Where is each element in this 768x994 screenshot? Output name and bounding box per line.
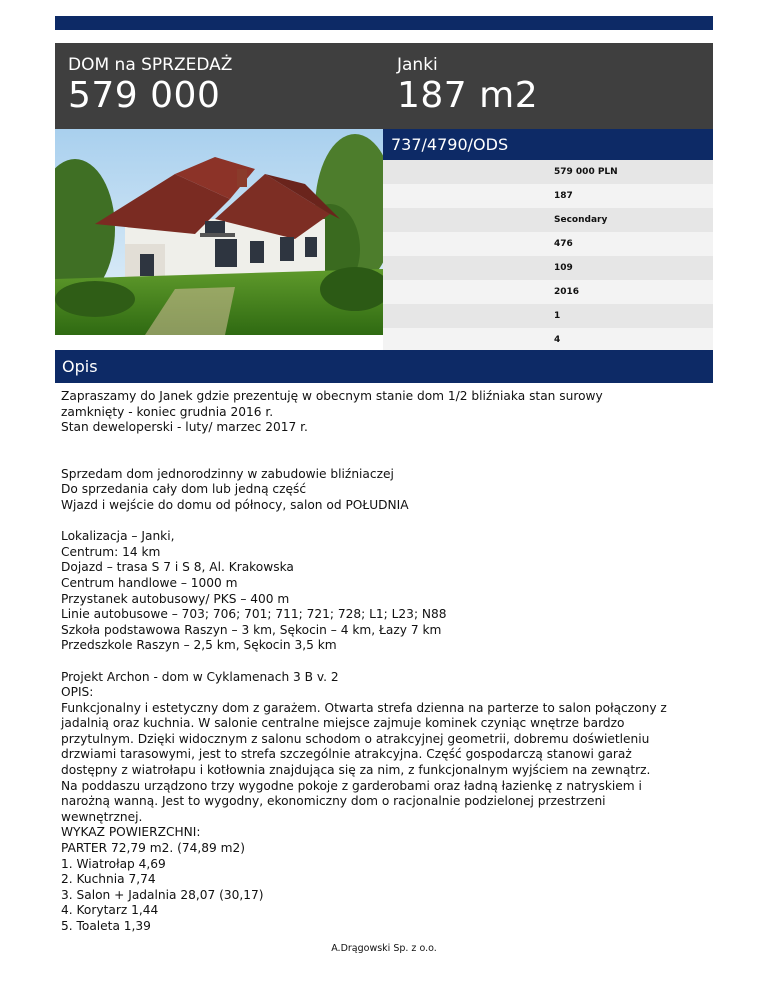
desc-line: drzwiami tarasowymi, jest to strefa szczególnie atrakcyjna. Część gospodarczą stanowi garaż: [61, 747, 632, 762]
desc-line: 1. Wiatrołap 4,69: [61, 856, 166, 871]
property-photo: [55, 129, 383, 335]
spec-plot-area: 476: [383, 232, 713, 256]
desc-line: WYKAZ POWIERZCHNI:: [61, 825, 201, 840]
desc-line: PARTER 72,79 m2. (74,89 m2): [61, 841, 246, 856]
area-headline: 187 m2: [397, 75, 539, 116]
desc-line: Do sprzedania cały dom lub jedną część: [61, 482, 307, 497]
property-type: DOM na SPRZEDAŻ: [68, 55, 233, 75]
listing-reference: 737/4790/ODS: [383, 129, 713, 160]
desc-line: Sprzedam dom jednorodzinny w zabudowie bliźniaczej: [61, 466, 394, 481]
spec-value-7: 1: [383, 304, 713, 328]
location: Janki: [397, 55, 438, 75]
spec-area: 187: [383, 184, 713, 208]
spec-value-5: 109: [383, 256, 713, 280]
spec-value-8: 4: [383, 328, 713, 352]
description: [61, 389, 713, 935]
top-accent-bar: [55, 16, 713, 30]
desc-line: 2. Kuchnia 7,74: [61, 872, 156, 887]
desc-line: Centrum handlowe – 1000 m: [61, 575, 238, 590]
price-headline: 579 000: [68, 75, 221, 116]
desc-line: Centrum: 14 km: [61, 544, 161, 559]
desc-line: 3. Salon + Jadalnia 28,07 (30,17): [61, 887, 264, 902]
desc-line: OPIS:: [61, 685, 94, 700]
desc-line: Projekt Archon - dom w Cyklamenach 3 B v. 2: [61, 669, 339, 684]
desc-line: Wjazd i wejście do domu od północy, salon od POŁUDNIA: [61, 497, 409, 512]
desc-line: Funkcjonalny i estetyczny dom z garażem. Otwarta strefa dzienna na parterze to salon połączony z: [61, 700, 667, 715]
desc-line: 4. Korytarz 1,44: [61, 903, 159, 918]
desc-line: jadalnią oraz kuchnia. W salonie centralne miejsce zajmuje kominek czyniąc wnętrze bardzo: [61, 716, 625, 731]
desc-line: zamknięty - koniec grudnia 2016 r.: [61, 404, 274, 419]
listing-header: [55, 43, 713, 129]
footer-company: A.Drągowski Sp. z o.o.: [331, 943, 437, 954]
spec-table: [383, 160, 713, 352]
desc-line: Linie autobusowe – 703; 706; 701; 711; 721; 728; L1; L23; N88: [61, 607, 447, 622]
section-title-opis: Opis: [55, 350, 713, 383]
desc-line: narożną wanną. Jest to wygodny, ekonomiczny dom o racjonalnie podzielonej przestrzeni: [61, 794, 606, 809]
desc-line: przytulnym. Dzięki widocznym z salonu schodom o atrakcyjnej geometrii, dobremu doświetleniu: [61, 731, 650, 746]
spec-price: 579 000 PLN: [383, 160, 713, 184]
desc-line: dostępny z wiatrołapu i kotłownia znajdująca się za nim, z funkcjonalnym wyjściem na zewnątrz.: [61, 763, 651, 778]
desc-line: Lokalizacja – Janki,: [61, 529, 175, 544]
spec-year-built: 2016: [383, 280, 713, 304]
desc-line: Dojazd – trasa S 7 i S 8, Al. Krakowska: [61, 560, 294, 575]
desc-line: wewnętrznej.: [61, 809, 143, 824]
desc-line: Przedszkole Raszyn – 2,5 km, Sękocin 3,5 km: [61, 638, 337, 653]
desc-line: Szkoła podstawowa Raszyn – 3 km, Sękocin – 4 km, Łazy 7 km: [61, 622, 442, 637]
desc-line: Stan deweloperski - luty/ marzec 2017 r.: [61, 420, 308, 435]
spec-market: Secondary: [383, 208, 713, 232]
desc-line: Przystanek autobusowy/ PKS – 400 m: [61, 591, 290, 606]
desc-line: 5. Toaleta 1,39: [61, 919, 151, 933]
desc-line: Na poddaszu urządzono trzy wygodne pokoje z garderobami oraz ładną łazienkę z natryskiem i: [61, 778, 642, 793]
desc-line: Zapraszamy do Janek gdzie prezentuję w obecnym stanie dom 1/2 bliźniaka stan surowy: [61, 389, 603, 403]
